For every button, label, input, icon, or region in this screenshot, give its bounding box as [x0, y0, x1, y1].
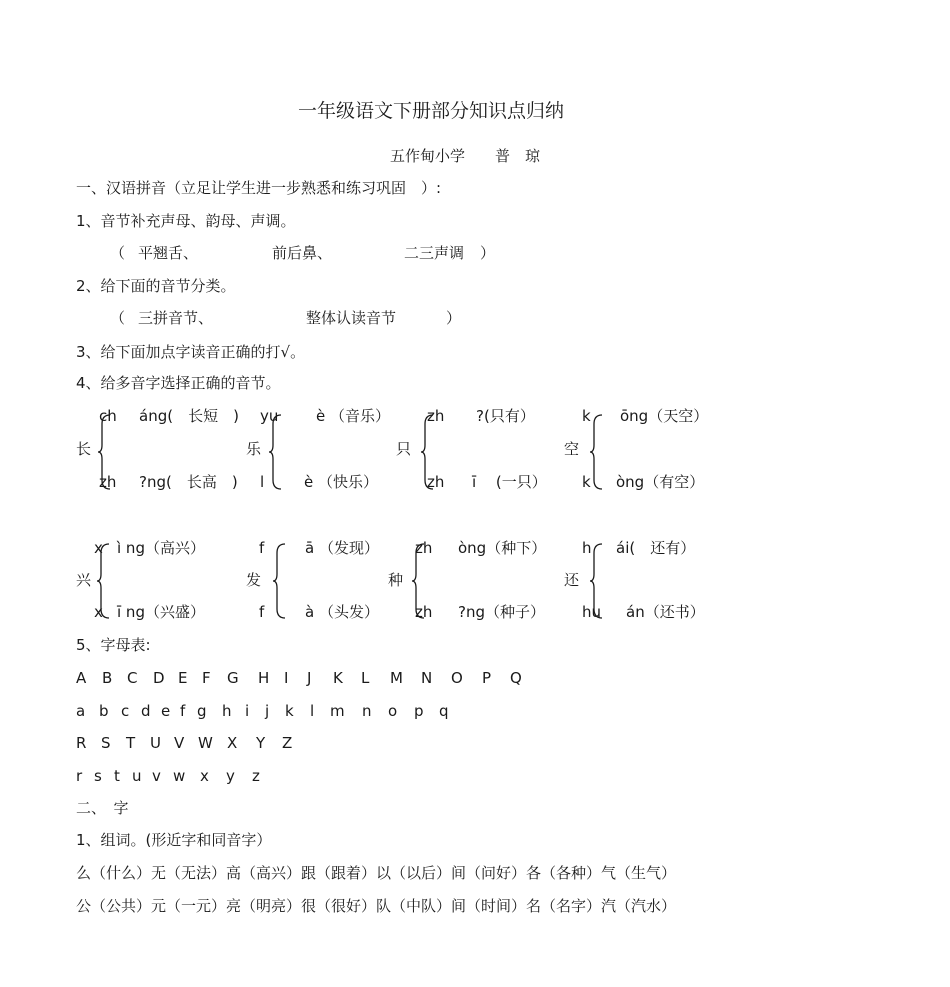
letter: q — [439, 702, 449, 720]
pinyin-initial: h — [582, 539, 592, 557]
page-title: 一年级语文下册部分知识点归纳 — [298, 100, 565, 122]
pinyin-reading: è （快乐） — [304, 473, 378, 491]
item-1-hint-open: （ — [110, 244, 126, 262]
pinyin-initial: f — [259, 539, 265, 557]
polyphone-char: 兴 — [76, 571, 92, 589]
letter: c — [121, 702, 130, 720]
item-1-hint: 前后鼻、 — [272, 244, 333, 262]
letter: G — [227, 669, 239, 687]
pinyin-initial: zh — [99, 473, 117, 491]
letter: a — [76, 702, 86, 720]
item-1: 1、音节补充声母、韵母、声调。 — [76, 212, 296, 230]
pinyin-reading: ī ng（兴盛） — [117, 603, 205, 621]
pinyin-reading: ì ng（高兴） — [117, 539, 205, 557]
letter: Z — [282, 734, 293, 752]
letter: k — [285, 702, 294, 720]
pinyin-reading: ī (一只） — [472, 473, 547, 491]
letter: u — [132, 767, 142, 785]
letter: P — [482, 669, 492, 687]
letter: U — [150, 734, 161, 752]
item-2-hint-close: ） — [446, 309, 462, 327]
letter: x — [200, 767, 209, 785]
letter: H — [258, 669, 270, 687]
pinyin-reading: òng（种下） — [458, 539, 547, 557]
pinyin-initial: k — [582, 407, 591, 425]
item-1-hint: 平翘舌、 — [138, 244, 199, 262]
pinyin-initial: zh — [427, 473, 445, 491]
pinyin-initial: zh — [427, 407, 445, 425]
pinyin-reading: ?ng( 长高 ) — [139, 473, 238, 491]
letter: A — [76, 669, 87, 687]
letter: z — [252, 767, 260, 785]
author-line: 五作甸小学 普 琼 — [390, 147, 541, 165]
letter: r — [76, 767, 83, 785]
letter: m — [330, 702, 345, 720]
letter: T — [126, 734, 136, 752]
letter: j — [265, 702, 270, 720]
section-2-item-1: 1、组词。(形近字和同音字） — [76, 831, 272, 849]
section-2-heading: 二、 字 — [76, 799, 129, 817]
brace-icon — [272, 543, 286, 619]
pinyin-reading: ?ng（种子） — [458, 603, 545, 621]
pinyin-reading: òng（有空） — [616, 473, 705, 491]
alphabet-lower-row-2 — [76, 769, 264, 784]
letter: D — [153, 669, 165, 687]
letter: X — [227, 734, 238, 752]
pinyin-initial: zh — [415, 539, 433, 557]
pinyin-reading: ā （发现） — [305, 539, 379, 557]
letter: M — [390, 669, 403, 687]
words-row: 公（公共）元（一元）亮（明亮）很（很好）队（中队）间（时间）名（名字）汽（汽水） — [76, 897, 677, 915]
letter: R — [76, 734, 87, 752]
item-1-hint: 二三声调 — [404, 244, 465, 262]
item-2-hint: 整体认读音节 — [306, 309, 397, 327]
pinyin-initial: l — [260, 473, 265, 491]
item-1-hint-close: ） — [480, 244, 496, 262]
pinyin-reading: ōng（天空） — [620, 407, 709, 425]
pinyin-initial: zh — [415, 603, 433, 621]
letter: K — [333, 669, 343, 687]
item-3: 3、给下面加点字读音正确的打√。 — [76, 343, 306, 361]
letter: e — [161, 702, 171, 720]
letter: v — [152, 767, 161, 785]
pinyin-reading: è （音乐） — [316, 407, 390, 425]
pinyin-reading: ?(只有） — [476, 407, 535, 425]
letter: s — [94, 767, 102, 785]
letter: i — [245, 702, 250, 720]
alphabet-lower-row-1 — [76, 704, 454, 719]
letter: V — [174, 734, 185, 752]
letter: B — [102, 669, 113, 687]
letter: E — [178, 669, 188, 687]
letter: N — [421, 669, 433, 687]
letter: w — [173, 767, 186, 785]
alphabet-upper-row-2 — [76, 736, 298, 751]
brace-icon — [268, 414, 282, 490]
brace-icon — [589, 414, 603, 490]
polyphone-char: 空 — [564, 440, 580, 458]
item-4: 4、给多音字选择正确的音节。 — [76, 374, 281, 392]
pinyin-reading: áng( 长短 ) — [139, 407, 239, 425]
polyphone-char: 长 — [76, 440, 92, 458]
pinyin-initial: yu — [260, 407, 279, 425]
letter: J — [307, 669, 312, 687]
letter: n — [362, 702, 372, 720]
pinyin-reading: án（还书） — [626, 603, 705, 621]
section-1-heading: 一、汉语拼音（立足让学生进一步熟悉和练习巩固 ）: — [76, 179, 442, 197]
letter: C — [127, 669, 138, 687]
polyphone-char: 只 — [396, 440, 412, 458]
pinyin-initial: f — [259, 603, 265, 621]
item-2: 2、给下面的音节分类。 — [76, 277, 236, 295]
polyphone-char: 乐 — [246, 440, 262, 458]
polyphone-char: 种 — [388, 571, 404, 589]
pinyin-initial: x — [94, 603, 103, 621]
polyphone-char: 发 — [246, 571, 262, 589]
letter: l — [310, 702, 315, 720]
item-2-hint: 三拼音节、 — [138, 309, 214, 327]
letter: I — [284, 669, 289, 687]
letter: y — [226, 767, 235, 785]
letter: h — [222, 702, 232, 720]
letter: t — [114, 767, 120, 785]
letter: W — [198, 734, 213, 752]
letter: p — [414, 702, 424, 720]
letter: F — [202, 669, 211, 687]
polyphone-char: 还 — [564, 571, 580, 589]
item-5: 5、字母表: — [76, 636, 151, 654]
item-2-hint-open: （ — [110, 309, 126, 327]
letter: Y — [256, 734, 266, 752]
pinyin-reading: ái( 还有） — [616, 539, 696, 557]
letter: O — [451, 669, 463, 687]
words-row: 么（什么）无（无法）高（高兴）跟（跟着）以（以后）间（问好）各（各种）气（生气） — [76, 864, 677, 882]
pinyin-initial: k — [582, 473, 591, 491]
pinyin-initial: ch — [99, 407, 117, 425]
letter: g — [197, 702, 207, 720]
letter: Q — [510, 669, 522, 687]
letter: L — [361, 669, 370, 687]
pinyin-reading: à （头发） — [305, 603, 379, 621]
letter: o — [388, 702, 398, 720]
letter: d — [141, 702, 151, 720]
alphabet-upper-row-1 — [76, 671, 530, 686]
pinyin-initial: hu — [582, 603, 602, 621]
letter: S — [101, 734, 111, 752]
letter: b — [99, 702, 109, 720]
pinyin-initial: x — [94, 539, 103, 557]
letter: f — [180, 702, 186, 720]
